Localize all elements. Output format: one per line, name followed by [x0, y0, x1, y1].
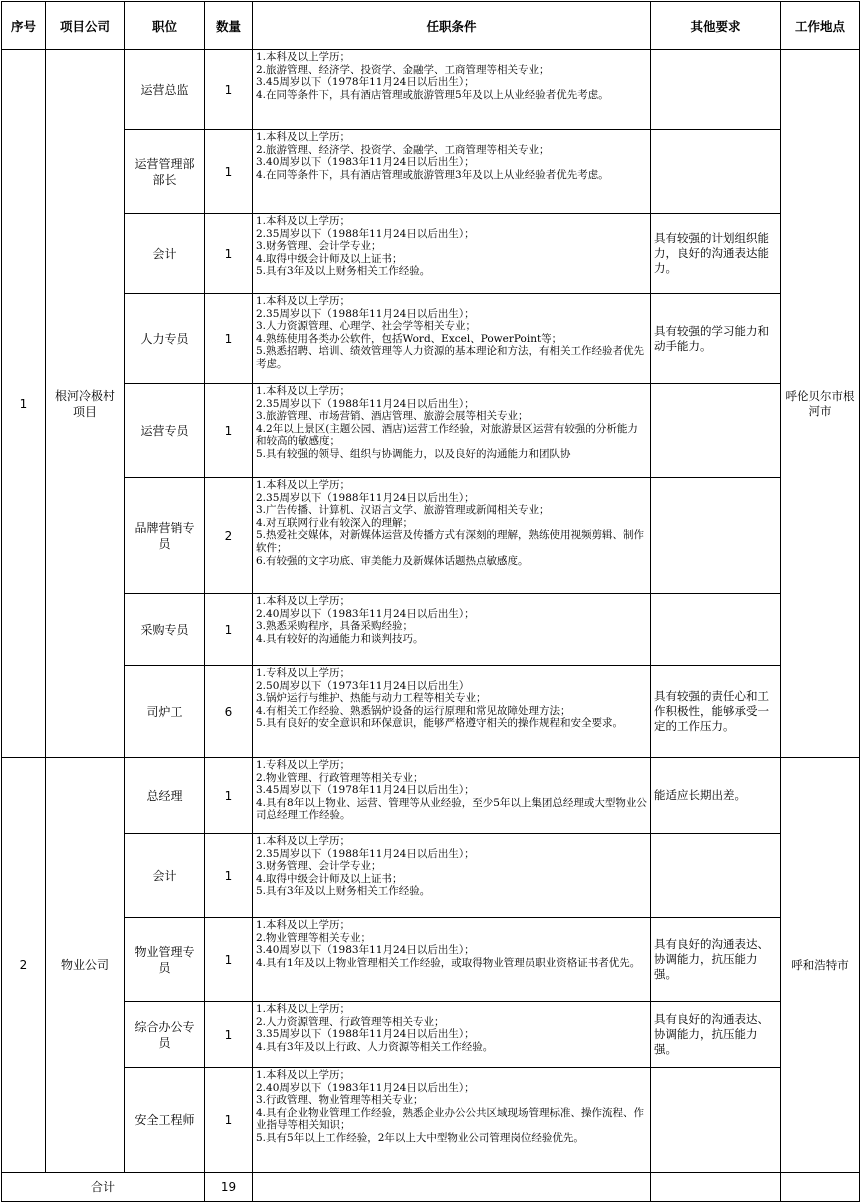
group-number: 2 [2, 758, 46, 1173]
group-company: 根河冷极村项目 [46, 50, 125, 758]
requirements-cell [253, 130, 651, 214]
total-label: 合计 [2, 1173, 205, 1202]
position-count: 1 [205, 918, 253, 1002]
requirements-cell [253, 666, 651, 758]
other-requirements [651, 1068, 781, 1173]
requirement-line: 1.本科及以上学历； [256, 919, 351, 931]
position-name: 司炉工 [125, 666, 205, 758]
table-row [2, 666, 860, 758]
requirement-line: 4.具有1年及以上物业管理相关工作经验，或取得物业管理员职业资格证书者优先。 [256, 956, 641, 969]
other-requirements: 具有较强的责任心和工作积极性，能够承受一定的工作压力。 [651, 666, 781, 758]
requirement-line: 1.本科及以上学历； [256, 385, 351, 397]
header-other: 其他要求 [651, 2, 781, 50]
requirement-line: 2.50周岁以下（1973年11月24日以后出生） [256, 679, 470, 692]
table-row [2, 594, 860, 666]
requirement-line: 1.专科及以上学历； [256, 667, 351, 679]
other-requirements [651, 130, 781, 214]
requirement-line: 3.45周岁以下（1978年11月24日以后出生）； [256, 76, 475, 89]
other-requirements [651, 384, 781, 478]
requirements-cell [253, 214, 651, 294]
requirement-line: 2.35周岁以下（1988年11月24日以后出生）； [256, 491, 475, 504]
requirement-line: 2.35周岁以下（1988年11月24日以后出生）； [256, 227, 475, 240]
requirement-line: 1.本科及以上学历； [256, 131, 351, 143]
requirement-line: 1.本科及以上学历； [256, 215, 351, 227]
header-row [2, 2, 860, 50]
requirement-line: 5.热爱社交媒体，对新媒体运营及传播方式有深刻的理解，熟练使用视频剪辑、制作软件； [256, 529, 645, 554]
requirement-line: 3.35周岁以下（1988年11月24日以后出生）； [256, 1028, 475, 1041]
position-name: 人力专员 [125, 294, 205, 384]
header-position: 职位 [125, 2, 205, 50]
table-row [2, 918, 860, 1002]
requirement-line: 3.行政管理、物业管理等相关专业； [256, 1094, 424, 1107]
position-name: 采购专员 [125, 594, 205, 666]
requirement-line: 3.广告传播、计算机、汉语言文学、旅游管理或新闻相关专业； [256, 504, 550, 517]
requirements-cell [253, 594, 651, 666]
requirement-line: 4.具有企业物业管理工作经验，熟悉企业办公公共区域现场管理标准、操作流程、作业指导等相关知识； [256, 1106, 645, 1132]
requirements-cell [253, 384, 651, 478]
position-count: 2 [205, 478, 253, 594]
requirements-cell [253, 918, 651, 1002]
position-name: 综合办公专员 [125, 1002, 205, 1068]
requirement-line: 5.具有良好的安全意识和环保意识，能够严格遵守相关的操作规程和安全要求。 [256, 717, 624, 730]
requirement-line: 3.财务管理、会计学专业； [256, 240, 382, 253]
position-count: 1 [205, 214, 253, 294]
requirement-line: 2.旅游管理、经济学、投资学、金融学、工商管理等相关专业； [256, 143, 550, 156]
table-row [2, 1068, 860, 1173]
requirement-line: 1.本科及以上学历； [256, 595, 351, 607]
requirement-line: 2.人力资源管理、行政管理等相关专业； [256, 1015, 445, 1028]
header-location: 工作地点 [781, 2, 860, 50]
total-empty-location [781, 1173, 860, 1202]
header-no: 序号 [2, 2, 46, 50]
table-row [2, 834, 860, 918]
position-count: 1 [205, 594, 253, 666]
position-count: 1 [205, 834, 253, 918]
position-count: 1 [205, 294, 253, 384]
requirement-line: 5.熟悉招聘、培训、绩效管理等人力资源的基本理论和方法，有相关工作经验者优先考虑。 [256, 345, 645, 370]
position-name: 物业管理专员 [125, 918, 205, 1002]
requirements-cell [253, 478, 651, 594]
other-requirements [651, 50, 781, 130]
requirements-cell [253, 1002, 651, 1068]
requirement-line: 3.财务管理、会计学专业； [256, 860, 382, 873]
position-name: 运营总监 [125, 50, 205, 130]
requirement-line: 4.在同等条件下，具有酒店管理或旅游管理5年及以上从业经验者优先考虑。 [256, 88, 609, 101]
other-requirements [651, 478, 781, 594]
other-requirements: 具有较强的学习能力和动手能力。 [651, 294, 781, 384]
requirement-line: 4.取得中级会计师及以上证书； [256, 252, 403, 265]
requirement-line: 2.物业管理、行政管理等相关专业； [256, 771, 424, 784]
requirements-cell [253, 1068, 651, 1173]
requirement-line: 5.具有较强的领导、组织与协调能力，以及良好的沟通能力和团队协 [256, 447, 571, 460]
position-count: 1 [205, 50, 253, 130]
requirement-line: 2.40周岁以下（1983年11月24日以后出生）； [256, 607, 475, 620]
requirement-line: 4.有相关工作经验、熟悉锅炉设备的运行原理和常见故障处理方法； [256, 704, 571, 717]
requirement-line: 5.具有3年及以上财务相关工作经验。 [256, 265, 431, 278]
requirement-line: 4.取得中级会计师及以上证书； [256, 872, 403, 885]
requirements-cell [253, 834, 651, 918]
requirement-line: 2.35周岁以下（1988年11月24日以后出生）； [256, 397, 475, 410]
requirement-line: 5.具有3年及以上财务相关工作经验。 [256, 885, 431, 898]
requirement-line: 2.物业管理等相关专业； [256, 931, 372, 944]
other-requirements: 具有较强的计划组织能力，良好的沟通表达能力。 [651, 214, 781, 294]
position-name: 安全工程师 [125, 1068, 205, 1173]
table-body [2, 50, 860, 1173]
requirement-line: 3.熟悉采购程序，具备采购经验； [256, 620, 414, 633]
other-requirements [651, 594, 781, 666]
table-row [2, 478, 860, 594]
requirement-line: 2.40周岁以下（1983年11月24日以后出生）； [256, 1081, 475, 1094]
table-row [2, 758, 860, 834]
requirement-line: 6.有较强的文字功底、审美能力及新媒体话题热点敏感度。 [256, 554, 529, 567]
requirement-line: 4.在同等条件下，具有酒店管理或旅游管理3年及以上从业经验者优先考虑。 [256, 168, 609, 181]
requirement-line: 1.本科及以上学历； [256, 1003, 351, 1015]
total-count: 19 [205, 1173, 253, 1202]
position-name: 品牌营销专员 [125, 478, 205, 594]
requirement-line: 3.45周岁以下（1978年11月24日以后出生）； [256, 784, 475, 797]
total-empty-requirements [253, 1173, 651, 1202]
total-empty-other [651, 1173, 781, 1202]
table-row [2, 384, 860, 478]
position-name: 会计 [125, 834, 205, 918]
requirement-line: 1.本科及以上学历； [256, 295, 351, 307]
position-count: 1 [205, 130, 253, 214]
requirement-line: 3.锅炉运行与维护、热能与动力工程等相关专业； [256, 692, 487, 705]
header-requirements: 任职条件 [253, 2, 651, 50]
requirement-line: 5.具有5年以上工作经验，2年以上大中型物业公司管理岗位经验优先。 [256, 1131, 584, 1144]
header-count: 数量 [205, 2, 253, 50]
table-row [2, 214, 860, 294]
position-name: 运营专员 [125, 384, 205, 478]
table-row [2, 1002, 860, 1068]
other-requirements [651, 834, 781, 918]
requirement-line: 3.40周岁以下（1983年11月24日以后出生）； [256, 156, 475, 169]
position-count: 1 [205, 384, 253, 478]
total-row [2, 1173, 860, 1202]
other-requirements: 具有良好的沟通表达、协调能力，抗压能力强。 [651, 918, 781, 1002]
group-company: 物业公司 [46, 758, 125, 1173]
work-location: 呼伦贝尔市根河市 [781, 50, 860, 758]
requirement-line: 1.本科及以上学历； [256, 1069, 351, 1081]
requirement-line: 1.专科及以上学历； [256, 759, 351, 771]
requirement-line: 1.本科及以上学历； [256, 479, 351, 491]
group-number: 1 [2, 50, 46, 758]
table-row [2, 50, 860, 130]
table-row [2, 130, 860, 214]
requirement-line: 4.对互联网行业有较深入的理解； [256, 516, 414, 529]
requirement-line: 3.旅游管理、市场营销、酒店管理、旅游会展等相关专业； [256, 410, 529, 423]
position-count: 1 [205, 1068, 253, 1173]
requirements-cell [253, 294, 651, 384]
table-row [2, 294, 860, 384]
requirement-line: 3.40周岁以下（1983年11月24日以后出生）； [256, 944, 475, 957]
requirement-line: 3.人力资源管理、心理学、社会学等相关专业； [256, 320, 477, 333]
recruitment-table [1, 1, 860, 1202]
requirement-line: 4.具有较好的沟通能力和谈判技巧。 [256, 632, 424, 645]
header-company: 项目公司 [46, 2, 125, 50]
position-count: 1 [205, 1002, 253, 1068]
position-name: 会计 [125, 214, 205, 294]
requirement-line: 4.熟练使用各类办公软件，包括Word、Excel、PowerPoint等； [256, 332, 563, 345]
requirement-line: 4.2年以上景区(主题公园、酒店)运营工作经验，对旅游景区运营有较强的分析能力和较高的敏感度； [256, 422, 638, 448]
requirements-cell [253, 758, 651, 834]
work-location: 呼和浩特市 [781, 758, 860, 1173]
requirement-line: 4.具有8年以上物业、运营、管理等从业经验，至少5年以上集团总经理或大型物业公司总经理工作经验。 [256, 796, 647, 822]
requirement-line: 2.35周岁以下（1988年11月24日以后出生）； [256, 307, 475, 320]
requirement-line: 1.本科及以上学历； [256, 835, 351, 847]
requirement-line: 2.旅游管理、经济学、投资学、金融学、工商管理等相关专业； [256, 63, 550, 76]
requirement-line: 1.本科及以上学历； [256, 51, 351, 63]
requirement-line: 2.35周岁以下（1988年11月24日以后出生）； [256, 847, 475, 860]
position-count: 6 [205, 666, 253, 758]
other-requirements: 具有良好的沟通表达、协调能力，抗压能力强。 [651, 1002, 781, 1068]
other-requirements: 能适应长期出差。 [651, 758, 781, 834]
position-name: 总经理 [125, 758, 205, 834]
requirements-cell [253, 50, 651, 130]
requirement-line: 4.具有3年及以上行政、人力资源等相关工作经验。 [256, 1040, 494, 1053]
position-count: 1 [205, 758, 253, 834]
position-name: 运营管理部部长 [125, 130, 205, 214]
